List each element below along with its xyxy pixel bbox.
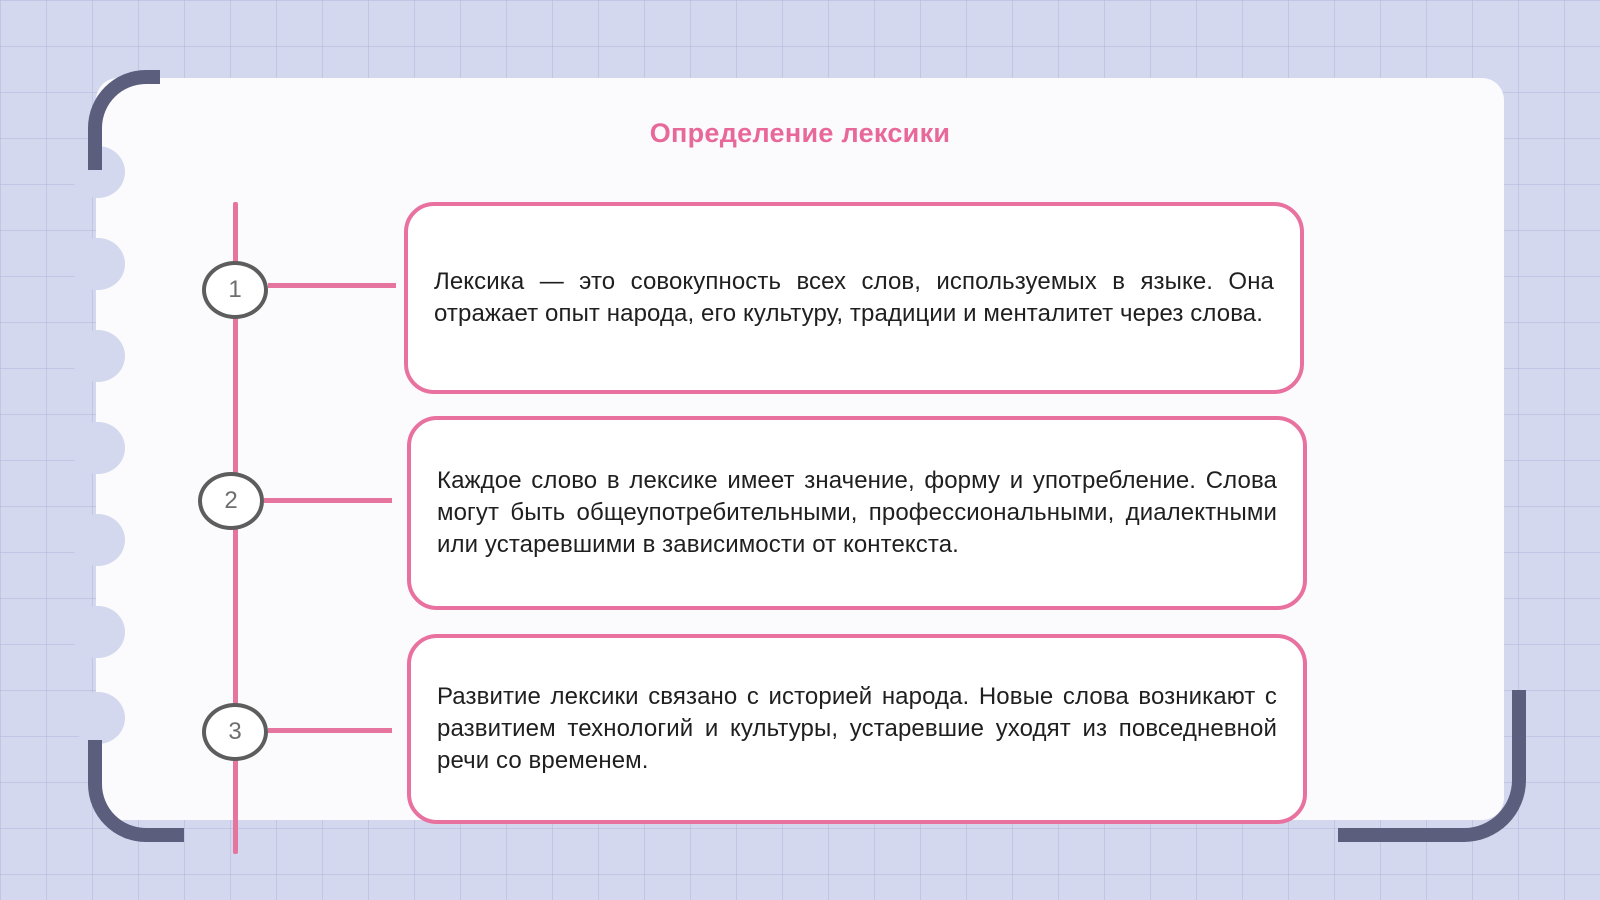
- slide-title: Определение лексики: [649, 118, 951, 148]
- step-connector: [264, 498, 392, 503]
- step-connector: [268, 283, 396, 288]
- step-number-badge: [198, 472, 264, 530]
- step-number: 3: [228, 718, 242, 745]
- step-card: [407, 416, 1307, 610]
- step-text: Каждое слово в лексике имеет значение, форму и употребление. Слова могут быть общеупотребительными, профессиональными, диалектными или устаревшими в зависимости от контекста.: [437, 467, 1277, 558]
- step-card: [404, 202, 1304, 394]
- step-number-badge: [202, 261, 268, 319]
- step-connector: [268, 728, 392, 733]
- scallop-edge: [71, 422, 125, 474]
- frame-corner-bottom-right: [1338, 690, 1526, 842]
- scallop-edge: [71, 330, 125, 382]
- scallop-edge: [71, 606, 125, 658]
- step-text: Лексика — это совокупность всех слов, используемых в языке. Она отражает опыт народа, его культуру, традиции и менталитет через слова.: [434, 268, 1274, 327]
- step-number: 2: [224, 487, 238, 514]
- frame-corner-bottom-left: [88, 740, 184, 842]
- step-number-badge: [202, 703, 268, 761]
- scallop-edge: [71, 238, 125, 290]
- step-card: [407, 634, 1307, 824]
- step-number: 1: [228, 276, 242, 303]
- scallop-edge: [71, 692, 125, 744]
- step-text: Развитие лексики связано с историей народа. Новые слова возникают с развитием технологий и культуры, устаревшие уходят из повседневной речи со временем.: [437, 683, 1277, 774]
- scallop-edge: [71, 514, 125, 566]
